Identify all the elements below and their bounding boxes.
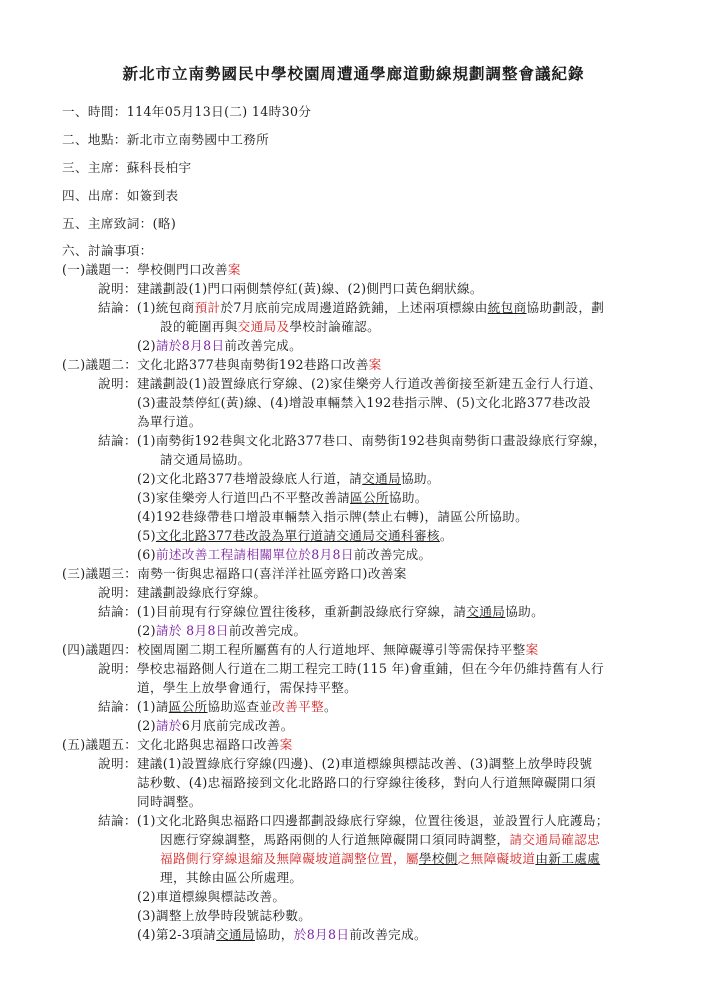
issue-5-conclusion-1-cont-c: 理，其餘由區公所處理。 (160, 870, 303, 885)
issue-2-heading: (二)議題二：文化北路377巷與南勢街192巷路口改善案 (62, 357, 382, 372)
issue-1-conclusion-2: (2)請於8月8日前改善完成。 (137, 338, 303, 353)
issue-5-conclusion-3: (3)調整上放學時段號誌秒數。 (137, 908, 312, 923)
section-place: 二、地點：新北市立南勢國中工務所 (62, 132, 270, 147)
issue-5-conclusion-2: (2)車道標線與標誌改善。 (137, 889, 286, 904)
issue-1-explanation: 說明：建議劃設(1)門口兩側禁停紅(黃)線、(2)側門口黃色網狀線。 (98, 281, 483, 296)
issue-2-explanation-1: 說明：建議劃設(1)設置綠底行穿線、(2)家佳樂旁人行道改善銜接至新建五金行人行道、 (98, 376, 602, 391)
document-title: 新北市立南勢國民中學校園周遭通學廊道動線規劃調整會議紀錄 (122, 64, 585, 83)
section-attendance: 四、出席：如簽到表 (62, 188, 179, 203)
issue-1-conclusion-1: 結論：(1)統包商預計於7月底前完成周邊道路銑鋪，上述兩項標線由統包商協助劃設，劃 (98, 300, 605, 315)
issue-5-conclusion-1-cont-a: 因應行穿線調整，馬路兩側的人行道無障礙開口須同時調整，請交通局確認忠 (160, 832, 601, 847)
issue-1-conclusion-1-cont: 設的範圍再與交通局及學校討論確認。 (160, 319, 381, 334)
issue-3-conclusion-1: 結論：(1)目前現有行穿線位置往後移，重新劃設綠底行穿線，請交通局協助。 (98, 604, 545, 619)
issue-2-conclusion-1: 結論：(1)南勢街192巷與文化北路377巷口、南勢街192巷與南勢街口畫設綠底行穿線， (98, 433, 607, 448)
issue-1-heading: (一)議題一：學校側門口改善案 (62, 262, 241, 277)
issue-5-conclusion-1-cont-b: 福路側行穿線退縮及無障礙坡道調整位置，屬學校側之無障礙坡道由新工處處 (160, 851, 601, 866)
issue-2-explanation-3: 為單行道。 (137, 414, 202, 429)
issue-2-conclusion-4: (4)192巷綠帶巷口增設車輛禁入指示牌(禁止右轉)，請區公所協助。 (137, 509, 529, 524)
section-discussion: 六、討論事項： (62, 243, 153, 258)
issue-5-conclusion-4: (4)第2-3項請交通局協助，於8月8日前改善完成。 (137, 927, 427, 942)
issue-5-explanation-1: 說明：建議(1)設置綠底行穿線(四邊)、(2)車道標線與標誌改善、(3)調整上放學時段號 (98, 756, 593, 771)
issue-4-conclusion-2: (2)請於6月底前完成改善。 (137, 718, 294, 733)
issue-4-explanation-2: 道，學生上放學會通行，需保持平整。 (137, 680, 358, 695)
issue-2-conclusion-3: (3)家佳樂旁人行道凹凸不平整改善請區公所協助。 (137, 490, 428, 505)
section-chair-speech: 五、主席致詞：(略) (62, 216, 177, 231)
issue-3-heading: (三)議題三：南勢一街與忠福路口(喜洋洋社區旁路口)改善案 (62, 566, 407, 581)
issue-5-heading: (五)議題五：文化北路與忠福路口改善案 (62, 737, 293, 752)
issue-4-heading: (四)議題四：校園周圍二期工程所屬舊有的人行道地坪、無障礙導引等需保持平整案 (62, 642, 539, 657)
issue-4-conclusion-1: 結論：(1)請區公所協助巡查並改善平整。 (98, 699, 337, 714)
issue-2-conclusion-5: (5)文化北路377巷改設為單行道請交通局交通科審核。 (137, 528, 453, 543)
issue-2-explanation-2: (3)畫設禁停紅(黃)線、(4)增設車輛禁入192巷指示牌、(5)文化北路377巷改設 (137, 395, 591, 410)
issue-5-conclusion-1: 結論：(1)文化北路與忠福路口四邊都劃設綠底行穿線，位置往後退，並設置行人庇護島； (98, 813, 609, 828)
section-time: 一、時間：114年05月13日(二) 14時30分 (62, 104, 312, 119)
issue-5-explanation-3: 同時調整。 (137, 794, 202, 809)
issue-2-conclusion-1-cont: 請交通局協助。 (160, 452, 251, 467)
issue-5-explanation-2: 誌秒數、(4)忠福路接到文化北路路口的行穿線往後移，對向人行道無障礙開口須 (137, 775, 596, 790)
issue-2-conclusion-2: (2)文化北路377巷增設綠底人行道，請交通局協助。 (137, 471, 440, 486)
issue-3-conclusion-2: (2)請於 8月8日前改善完成。 (137, 623, 307, 638)
section-chair: 三、主席：蘇科長柏宇 (62, 160, 192, 175)
issue-3-explanation: 說明：建議劃設綠底行穿線。 (98, 585, 267, 600)
issue-2-conclusion-6: (6)前述改善工程請相關單位於8月8日前改善完成。 (137, 547, 432, 562)
issue-4-explanation-1: 說明：學校忠福路側人行道在二期工程完工時(115 年)會重鋪，但在今年仍維持舊有人行 (98, 661, 604, 676)
